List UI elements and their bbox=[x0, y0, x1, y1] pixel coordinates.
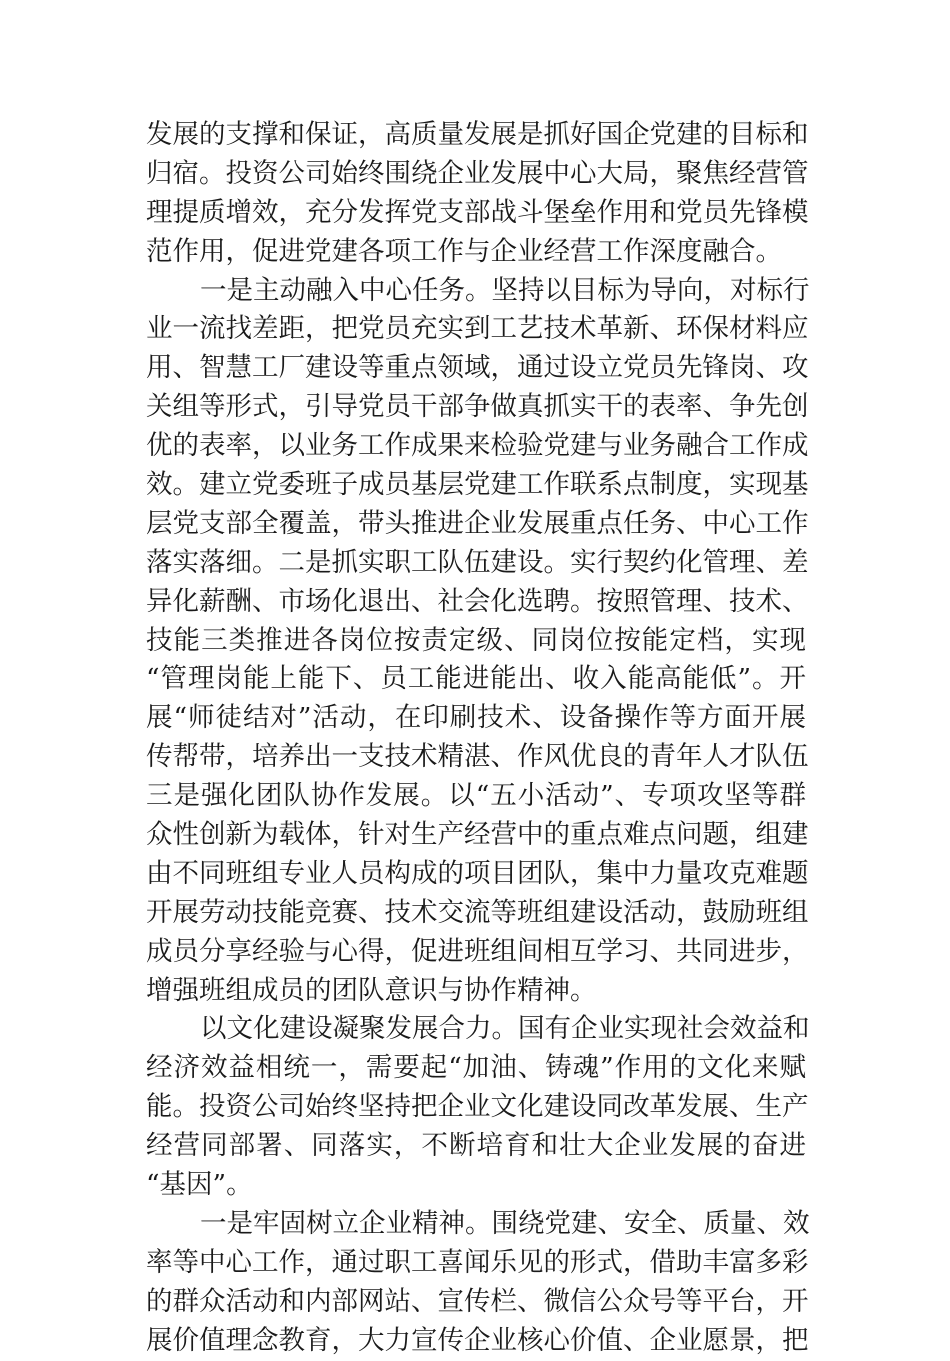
text-line: 范作用，促进党建各项工作与企业经营工作深度融合。 bbox=[146, 235, 782, 267]
text-line: 增强班组成员的团队意识与协作精神。 bbox=[146, 974, 597, 1006]
text-line: 理提质增效，充分发挥党支部战斗堡垒作用和党员先锋模 bbox=[146, 196, 809, 228]
text-line: 发展的支撑和保证，高质量发展是抓好国企党建的目标和 bbox=[146, 119, 809, 150]
document-body bbox=[146, 116, 810, 1361]
text-line: 传帮带，培养出一支技术精湛、作风优良的青年人才队伍 bbox=[146, 741, 809, 773]
text-line: 异化薪酬、市场化退出、社会化选聘。按照管理、技术、 bbox=[146, 585, 809, 617]
text-line: 业一流找差距，把党员充实到工艺技术革新、环保材料应 bbox=[146, 313, 809, 345]
text-line: 层党支部全覆盖，带头推进企业发展重点任务、中心工作 bbox=[146, 507, 809, 539]
text-line: 归宿。投资公司始终围绕企业发展中心大局，聚焦经营管 bbox=[146, 157, 809, 189]
text-line: 经济效益相统一，需要起“加油、铸魂”作用的文化来赋 bbox=[146, 1052, 806, 1084]
text-line: 成员分享经验与心得，促进班组间相互学习、共同进步， bbox=[146, 935, 809, 967]
text-line: “管理岗能上能下、员工能进能出、收入能高能低”。开 bbox=[146, 663, 806, 695]
text-line: 由不同班组专业人员构成的项目团队，集中力量攻克难题 bbox=[146, 857, 809, 889]
text-line: 落实落细。二是抓实职工队伍建设。实行契约化管理、差 bbox=[146, 546, 809, 578]
text-line: 用、智慧工厂建设等重点领域，通过设立党员先锋岗、攻 bbox=[146, 352, 809, 384]
text-line: 能。投资公司始终坚持把企业文化建设同改革发展、生产 bbox=[146, 1091, 809, 1123]
text-line: 一是牢固树立企业精神。围绕党建、安全、质量、效 bbox=[200, 1207, 810, 1239]
text-line: 展“师徒结对”活动，在印刷技术、设备操作等方面开展 bbox=[146, 702, 806, 734]
text-line: 的群众活动和内部网站、宣传栏、微信公众号等平台，开 bbox=[146, 1285, 809, 1317]
text-line: 展价值理念教育，大力宣传企业核心价值、企业愿景，把 bbox=[146, 1324, 809, 1356]
text-line: “基因”。 bbox=[146, 1169, 253, 1201]
text-line: 关组等形式，引导党员干部争做真抓实干的表率、争先创 bbox=[146, 391, 809, 423]
text-line: 效。建立党委班子成员基层党建工作联系点制度，实现基 bbox=[146, 469, 809, 501]
text-line: 众性创新为载体，针对生产经营中的重点难点问题，组建 bbox=[146, 819, 809, 851]
text-line: 优的表率，以业务工作成果来检验党建与业务融合工作成 bbox=[146, 430, 809, 462]
text-line: 技能三类推进各岗位按责定级、同岗位按能定档，实现 bbox=[146, 624, 806, 656]
text-line: 三是强化团队协作发展。以“五小活动”、专项攻坚等群 bbox=[146, 780, 806, 812]
text-line: 率等中心工作，通过职工喜闻乐见的形式，借助丰富多彩 bbox=[146, 1246, 809, 1278]
text-line: 一是主动融入中心任务。坚持以目标为导向，对标行 bbox=[200, 274, 810, 306]
text-line: 以文化建设凝聚发展合力。国有企业实现社会效益和 bbox=[200, 1013, 810, 1045]
text-line: 开展劳动技能竞赛、技术交流等班组建设活动，鼓励班组 bbox=[146, 896, 809, 928]
text-line: 经营同部署、同落实，不断培育和壮大企业发展的奋进 bbox=[146, 1130, 806, 1162]
